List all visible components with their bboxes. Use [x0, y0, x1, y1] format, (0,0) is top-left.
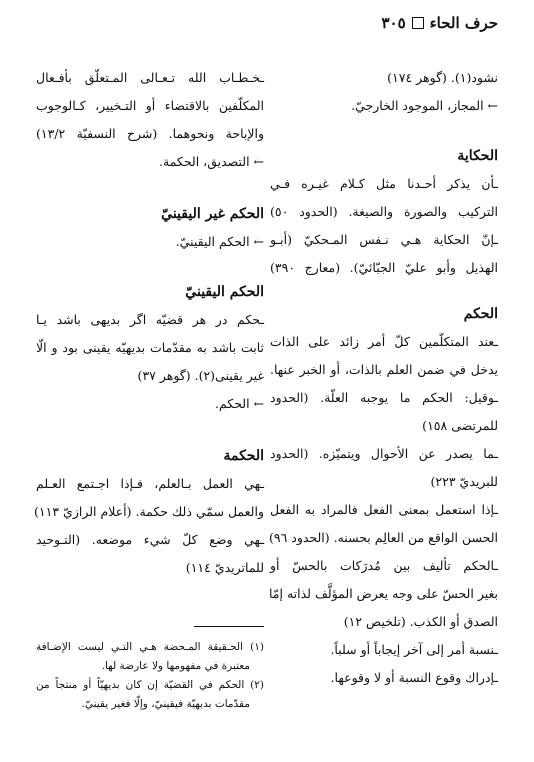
text-line: ـنسبة أمر إلى آخر إيجاباً أو سلباً. — [330, 642, 498, 657]
square-icon — [412, 17, 424, 29]
footnote-line: مقدّمات بديهيّة فيقينيّ، وإلّا فغير يقينيّ. — [81, 698, 250, 710]
text-line: ـعند المتكلّمين كلّ أمر زائد على الذات — [270, 334, 498, 349]
text-line: الحسن الواقع من العالِم بحسنه. (الحدود ٩٦) — [268, 530, 498, 545]
text-line: للبريديّ ٢٢٣) — [430, 474, 498, 489]
footnote-line: (٢) الحكم في القضيّة إن كان بديهيّاً أو منتجاً من — [36, 679, 264, 691]
text-line: الهذيل وأبو عليّ الجبّائيّ). (معارج ٣٩٠) — [270, 260, 498, 275]
text-line: غير يقينى(٢). (گوهر ٣٧) — [137, 368, 264, 383]
text-line: ـإذا استعمل بمعنى الفعل فالمراد به الفعل — [270, 502, 498, 517]
footnote-divider — [194, 626, 264, 627]
cross-reference: ← المجاز، الموجود الخارجيّ. — [351, 98, 498, 113]
text-line: نشود(١). (گوهر ١٧٤) — [387, 70, 498, 85]
header-title-group — [381, 14, 498, 32]
text-line: ـما يصدر عن الأحوال ويتميّزه. (الحدود — [270, 446, 498, 461]
text-line: ـوقيل: الحكم ما يوجبه العلّة. (الحدود — [270, 390, 498, 405]
text-line: التركيب والصورة والصيغة. (الحدود ٥٠) — [270, 204, 498, 219]
entry-heading-hikaya: الحكاية — [457, 148, 498, 164]
text-line: المكلّفين بالاقتضاء أو التـخيير، كـالوجوب — [36, 98, 264, 113]
text-line: ـإنّ الحكاية هـي نـفس المـحكيّ (أبـو — [270, 232, 498, 247]
page-number: ٣٠٥ — [381, 14, 406, 32]
running-header — [36, 14, 498, 38]
left-column — [36, 64, 264, 582]
footnotes — [36, 638, 264, 714]
text-line: يدخل في ضمن العلم بالذات، أو الخبر عنها. — [270, 362, 498, 377]
text-line: بغير الحسّ على وجه يعرض المؤلَّف لذاته إمّا — [269, 586, 498, 601]
entry-heading-hukm-ghayr-yaqini: الحكم غير اليقينيّ — [161, 206, 264, 222]
entry-heading-hukm: الحكم — [463, 306, 498, 322]
text-line: ـحكم در هر قضيّه اگر بديهى باشد يـا — [36, 312, 264, 327]
text-line: الصدق أو الكذب. (تلخيص ١٢) — [343, 614, 498, 629]
entry-heading-hikma: الحكمة — [223, 448, 264, 464]
text-line: ـالحكم تأليف بين مُدرَكات بالحسّ أو — [270, 558, 498, 573]
right-column — [270, 64, 498, 692]
text-line: ـهي العمل بـالعلم، فـإذا اجـتمع العـلم — [36, 476, 264, 491]
footnote-line: معتبرة في مفهومها ولا عارضة لها. — [101, 660, 250, 672]
text-line: والإباحة ونحوهما. (شرح النسفيّة ١٣/٢) — [36, 126, 264, 141]
cross-reference: ← الحكم. — [215, 396, 264, 411]
text-line: ـأن يذكر أحـدنا مثل كـلام غيـره فـي — [270, 176, 498, 191]
text-line: ثابت باشد به مقدّمات بديهيّه يقينى بود و الّا — [36, 340, 264, 355]
text-line: ـهي وضع كلّ شيء موضعه. (التـوحيد — [36, 532, 264, 547]
cross-reference: ← التصديق، الحكمة. — [159, 154, 264, 169]
text-line: للمرتضى ١٥٨) — [422, 418, 498, 433]
header-title: حرف الحاء — [429, 14, 498, 32]
cross-reference: ← الحكم اليقينيّ. — [175, 234, 264, 249]
text-line: ـخـطـاب الله تـعـالى المـتعلّق بأفـعال — [36, 70, 264, 85]
text-line: ـإدراك وقوع النسبة أو لا وقوعها. — [330, 670, 498, 685]
footnote-line: (١) الحـقيقة المـحضة هـي التـي ليست الإضـافة — [36, 641, 264, 653]
text-line: للماتريديّ ١١٤) — [185, 560, 264, 575]
text-line: والعمل سمّي ذلك حكمة. (أعلام الرازيّ ١١٣) — [34, 504, 264, 519]
entry-heading-hukm-yaqini: الحكم اليقينيّ — [185, 284, 264, 300]
